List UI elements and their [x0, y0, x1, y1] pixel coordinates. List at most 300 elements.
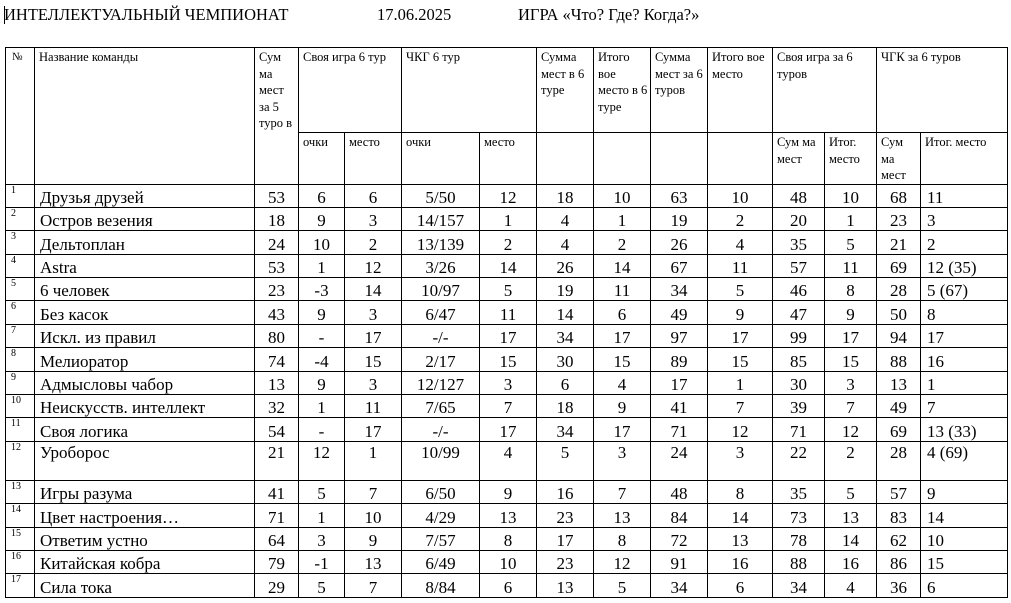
final-place-tour-6-cell: 15 — [594, 348, 651, 371]
chgk6-sum-cell: 13 — [877, 371, 921, 394]
chgk6-final-cell: 9 — [921, 480, 1008, 503]
si-points-cell: -3 — [299, 278, 345, 301]
row-number-cell: 2 — [6, 207, 35, 230]
final-place-tour-6-cell: 13 — [594, 504, 651, 527]
header-si-points: очки — [299, 133, 345, 185]
chgk6-sum-cell: 49 — [877, 395, 921, 418]
sum-places-tour-6-cell: 26 — [537, 254, 594, 277]
chgk6-final-cell: 10 — [921, 527, 1008, 550]
sum-6-tours-cell: 91 — [651, 550, 708, 573]
game-title: ИГРА «Что? Где? Когда?» — [518, 5, 700, 24]
si-place-cell: 3 — [345, 371, 402, 394]
chgk-place-cell: 7 — [480, 395, 537, 418]
chgk-place-cell: 2 — [480, 231, 537, 254]
sum-6-tours-cell: 71 — [651, 418, 708, 441]
si-points-cell: 10 — [299, 231, 345, 254]
final-place-tour-6-cell: 7 — [594, 480, 651, 503]
chgk-points-cell: 10/99 — [402, 441, 480, 480]
sum-5-tours-cell: 54 — [255, 418, 299, 441]
si6-final-cell: 9 — [825, 301, 877, 324]
chgk-points-cell: -/- — [402, 418, 480, 441]
si-place-cell: 9 — [345, 527, 402, 550]
final-place-cell: 13 — [708, 527, 773, 550]
sum-6-tours-cell: 34 — [651, 278, 708, 301]
header-si6-final: Итог. место — [825, 133, 877, 185]
final-place-cell: 1 — [708, 371, 773, 394]
final-place-cell: 10 — [708, 184, 773, 207]
si6-final-cell: 12 — [825, 418, 877, 441]
chgk-place-cell: 5 — [480, 278, 537, 301]
si6-final-cell: 8 — [825, 278, 877, 301]
final-place-cell: 12 — [708, 418, 773, 441]
final-place-cell: 8 — [708, 480, 773, 503]
si6-sum-cell: 71 — [773, 418, 825, 441]
team-name-cell: Остров везения — [35, 207, 255, 230]
final-place-tour-6-cell: 6 — [594, 301, 651, 324]
table-row — [6, 371, 1008, 394]
sum-5-tours-cell: 79 — [255, 550, 299, 573]
chgk6-sum-cell: 86 — [877, 550, 921, 573]
si6-final-cell: 1 — [825, 207, 877, 230]
si-place-cell: 13 — [345, 550, 402, 573]
si-points-cell: 1 — [299, 395, 345, 418]
si-points-cell: 9 — [299, 371, 345, 394]
page-title — [4, 5, 699, 25]
si-points-cell: -4 — [299, 348, 345, 371]
header-empty-3 — [651, 133, 708, 185]
chgk6-final-cell: 4 (69) — [921, 441, 1008, 480]
chgk-points-cell: 13/139 — [402, 231, 480, 254]
chgk-points-cell: 10/97 — [402, 278, 480, 301]
chgk-points-cell: 3/26 — [402, 254, 480, 277]
si6-sum-cell: 20 — [773, 207, 825, 230]
sum-places-tour-6-cell: 23 — [537, 504, 594, 527]
si6-sum-cell: 30 — [773, 371, 825, 394]
final-place-cell: 6 — [708, 574, 773, 597]
sum-6-tours-cell: 24 — [651, 441, 708, 480]
team-name-cell: Своя логика — [35, 418, 255, 441]
final-place-tour-6-cell: 10 — [594, 184, 651, 207]
si6-sum-cell: 88 — [773, 550, 825, 573]
row-number-cell: 1 — [6, 184, 35, 207]
si-place-cell: 12 — [345, 254, 402, 277]
final-place-tour-6-cell: 4 — [594, 371, 651, 394]
header-chgk-place: место — [480, 133, 537, 185]
final-place-cell: 5 — [708, 278, 773, 301]
team-name-cell: Ответим устно — [35, 527, 255, 550]
chgk6-sum-cell: 69 — [877, 418, 921, 441]
team-name-cell: Искл. из правил — [35, 324, 255, 347]
sum-6-tours-cell: 26 — [651, 231, 708, 254]
team-name-cell: Цвет настроения… — [35, 504, 255, 527]
sum-6-tours-cell: 17 — [651, 371, 708, 394]
header-chgk-tour-6: ЧКГ 6 тур — [402, 48, 537, 133]
row-number-cell: 15 — [6, 527, 35, 550]
table-row — [6, 231, 1008, 254]
si6-final-cell: 5 — [825, 231, 877, 254]
si6-sum-cell: 46 — [773, 278, 825, 301]
chgk6-final-cell: 6 — [921, 574, 1008, 597]
si6-final-cell: 15 — [825, 348, 877, 371]
si6-final-cell: 16 — [825, 550, 877, 573]
header-chgk6-sum: Сум ма мест — [877, 133, 921, 185]
team-name-cell: Неискусств. интеллект — [35, 395, 255, 418]
table-row — [6, 278, 1008, 301]
table-row — [6, 207, 1008, 230]
header-empty-1 — [537, 133, 594, 185]
si-points-cell: 6 — [299, 184, 345, 207]
chgk-place-cell: 4 — [480, 441, 537, 480]
si-place-cell: 15 — [345, 348, 402, 371]
sum-5-tours-cell: 53 — [255, 184, 299, 207]
chgk-points-cell: 6/49 — [402, 550, 480, 573]
header-si6-sum: Сум ма мест — [773, 133, 825, 185]
header-empty-4 — [708, 133, 773, 185]
sum-5-tours-cell: 32 — [255, 395, 299, 418]
table-row — [6, 184, 1008, 207]
team-name-cell: Игры разума — [35, 480, 255, 503]
chgk-points-cell: -/- — [402, 324, 480, 347]
row-number-cell: 17 — [6, 574, 35, 597]
header-si-tour-6: Своя игра 6 тур — [299, 48, 402, 133]
sum-5-tours-cell: 24 — [255, 231, 299, 254]
si6-sum-cell: 48 — [773, 184, 825, 207]
team-name-cell: 6 человек — [35, 278, 255, 301]
sum-6-tours-cell: 97 — [651, 324, 708, 347]
chgk6-sum-cell: 83 — [877, 504, 921, 527]
chgk6-sum-cell: 23 — [877, 207, 921, 230]
team-name-cell: Друзья друзей — [35, 184, 255, 207]
sum-5-tours-cell: 74 — [255, 348, 299, 371]
row-number-cell: 3 — [6, 231, 35, 254]
si-place-cell: 7 — [345, 574, 402, 597]
final-place-tour-6-cell: 5 — [594, 574, 651, 597]
chgk6-sum-cell: 69 — [877, 254, 921, 277]
header-empty-2 — [594, 133, 651, 185]
header-num: № — [6, 48, 35, 185]
si6-final-cell: 13 — [825, 504, 877, 527]
si-place-cell: 6 — [345, 184, 402, 207]
chgk6-final-cell: 3 — [921, 207, 1008, 230]
row-number-cell: 7 — [6, 324, 35, 347]
final-place-cell: 14 — [708, 504, 773, 527]
header-si-6-tours: Своя игра за 6 туров — [773, 48, 877, 133]
si-place-cell: 1 — [345, 441, 402, 480]
team-name-cell: Astra — [35, 254, 255, 277]
chgk-place-cell: 3 — [480, 371, 537, 394]
si-place-cell: 7 — [345, 480, 402, 503]
chgk-place-cell: 14 — [480, 254, 537, 277]
sum-6-tours-cell: 72 — [651, 527, 708, 550]
si6-final-cell: 2 — [825, 441, 877, 480]
table-row — [6, 348, 1008, 371]
si-points-cell: 9 — [299, 301, 345, 324]
chgk-place-cell: 8 — [480, 527, 537, 550]
team-name-cell: Китайская кобра — [35, 550, 255, 573]
header-final-place: Итого вое место — [708, 48, 773, 133]
sum-places-tour-6-cell: 17 — [537, 527, 594, 550]
header-sum-places-tour-6: Сумма мест в 6 туре — [537, 48, 594, 133]
chgk6-sum-cell: 36 — [877, 574, 921, 597]
header-chgk-points: очки — [402, 133, 480, 185]
sum-5-tours-cell: 13 — [255, 371, 299, 394]
table-row — [6, 574, 1008, 597]
sum-6-tours-cell: 34 — [651, 574, 708, 597]
chgk-place-cell: 17 — [480, 418, 537, 441]
final-place-tour-6-cell: 12 — [594, 550, 651, 573]
sum-6-tours-cell: 63 — [651, 184, 708, 207]
sum-5-tours-cell: 41 — [255, 480, 299, 503]
si6-sum-cell: 99 — [773, 324, 825, 347]
sum-places-tour-6-cell: 30 — [537, 348, 594, 371]
si-points-cell: 1 — [299, 504, 345, 527]
chgk-points-cell: 8/84 — [402, 574, 480, 597]
header-row-top — [6, 48, 1008, 133]
si-points-cell: 5 — [299, 574, 345, 597]
si-place-cell: 2 — [345, 231, 402, 254]
final-place-cell: 9 — [708, 301, 773, 324]
table-row — [6, 527, 1008, 550]
chgk-points-cell: 5/50 — [402, 184, 480, 207]
sum-places-tour-6-cell: 5 — [537, 441, 594, 480]
si6-sum-cell: 47 — [773, 301, 825, 324]
row-number-cell: 6 — [6, 301, 35, 324]
final-place-tour-6-cell: 2 — [594, 231, 651, 254]
final-place-cell: 17 — [708, 324, 773, 347]
chgk-points-cell: 6/47 — [402, 301, 480, 324]
final-place-cell: 2 — [708, 207, 773, 230]
chgk6-sum-cell: 88 — [877, 348, 921, 371]
chgk6-sum-cell: 57 — [877, 480, 921, 503]
sum-6-tours-cell: 67 — [651, 254, 708, 277]
chgk-points-cell: 4/29 — [402, 504, 480, 527]
sum-places-tour-6-cell: 18 — [537, 184, 594, 207]
row-number-cell: 8 — [6, 348, 35, 371]
row-number-cell: 5 — [6, 278, 35, 301]
chgk-points-cell: 14/157 — [402, 207, 480, 230]
row-number-cell: 12 — [6, 441, 35, 480]
chgk-place-cell: 11 — [480, 301, 537, 324]
si6-sum-cell: 57 — [773, 254, 825, 277]
sum-6-tours-cell: 19 — [651, 207, 708, 230]
sum-places-tour-6-cell: 34 — [537, 418, 594, 441]
final-place-tour-6-cell: 8 — [594, 527, 651, 550]
si-place-cell: 3 — [345, 301, 402, 324]
row-number-cell: 11 — [6, 418, 35, 441]
sum-places-tour-6-cell: 16 — [537, 480, 594, 503]
table-body — [6, 184, 1008, 597]
table-row — [6, 441, 1008, 480]
chgk-place-cell: 6 — [480, 574, 537, 597]
si6-final-cell: 11 — [825, 254, 877, 277]
row-number-cell: 16 — [6, 550, 35, 573]
si-points-cell: 12 — [299, 441, 345, 480]
sum-places-tour-6-cell: 14 — [537, 301, 594, 324]
final-place-tour-6-cell: 17 — [594, 324, 651, 347]
chgk6-final-cell: 15 — [921, 550, 1008, 573]
header-sum-6-tours: Сумма мест за 6 туров — [651, 48, 708, 133]
chgk6-sum-cell: 28 — [877, 441, 921, 480]
chgk6-sum-cell: 28 — [877, 278, 921, 301]
si6-final-cell: 3 — [825, 371, 877, 394]
chgk6-final-cell: 11 — [921, 184, 1008, 207]
chgk-place-cell: 15 — [480, 348, 537, 371]
championship-title: ИНТЕЛЛЕКТУАЛЬНЫЙ ЧЕМПИОНАТ — [4, 5, 289, 24]
chgk6-sum-cell: 94 — [877, 324, 921, 347]
chgk-place-cell: 12 — [480, 184, 537, 207]
table-row — [6, 480, 1008, 503]
chgk6-sum-cell: 50 — [877, 301, 921, 324]
row-number-cell: 13 — [6, 480, 35, 503]
header-team-name: Название команды — [35, 48, 255, 185]
sum-6-tours-cell: 89 — [651, 348, 708, 371]
si6-sum-cell: 73 — [773, 504, 825, 527]
chgk-place-cell: 10 — [480, 550, 537, 573]
chgk6-final-cell: 17 — [921, 324, 1008, 347]
si-place-cell: 11 — [345, 395, 402, 418]
sum-6-tours-cell: 84 — [651, 504, 708, 527]
team-name-cell: Сила тока — [35, 574, 255, 597]
sum-5-tours-cell: 29 — [255, 574, 299, 597]
results-table — [5, 47, 1008, 598]
team-name-cell: Адмысловы чабор — [35, 371, 255, 394]
chgk6-final-cell: 13 (33) — [921, 418, 1008, 441]
chgk6-sum-cell: 62 — [877, 527, 921, 550]
header-final-place-tour-6: Итого вое место в 6 туре — [594, 48, 651, 133]
final-place-tour-6-cell: 14 — [594, 254, 651, 277]
table-row — [6, 324, 1008, 347]
table-row — [6, 504, 1008, 527]
table-row — [6, 395, 1008, 418]
si6-sum-cell: 22 — [773, 441, 825, 480]
si-points-cell: 9 — [299, 207, 345, 230]
sum-5-tours-cell: 71 — [255, 504, 299, 527]
sum-places-tour-6-cell: 4 — [537, 231, 594, 254]
chgk-points-cell: 6/50 — [402, 480, 480, 503]
si6-sum-cell: 39 — [773, 395, 825, 418]
final-place-tour-6-cell: 1 — [594, 207, 651, 230]
team-name-cell: Мелиоратор — [35, 348, 255, 371]
table-row — [6, 301, 1008, 324]
row-number-cell: 14 — [6, 504, 35, 527]
si-place-cell: 14 — [345, 278, 402, 301]
sum-5-tours-cell: 53 — [255, 254, 299, 277]
si6-final-cell: 14 — [825, 527, 877, 550]
chgk6-final-cell: 5 (67) — [921, 278, 1008, 301]
chgk-place-cell: 9 — [480, 480, 537, 503]
final-place-cell: 4 — [708, 231, 773, 254]
final-place-cell: 16 — [708, 550, 773, 573]
chgk6-final-cell: 2 — [921, 231, 1008, 254]
sum-5-tours-cell: 64 — [255, 527, 299, 550]
chgk-points-cell: 7/57 — [402, 527, 480, 550]
sum-places-tour-6-cell: 19 — [537, 278, 594, 301]
si6-final-cell: 4 — [825, 574, 877, 597]
si6-final-cell: 10 — [825, 184, 877, 207]
si-points-cell: 5 — [299, 480, 345, 503]
header-sum-5-tours: Сум ма мест за 5 туро в — [255, 48, 299, 185]
si6-sum-cell: 78 — [773, 527, 825, 550]
chgk6-final-cell: 7 — [921, 395, 1008, 418]
sum-places-tour-6-cell: 18 — [537, 395, 594, 418]
si6-sum-cell: 35 — [773, 480, 825, 503]
header-si-place: место — [345, 133, 402, 185]
table-row — [6, 550, 1008, 573]
si6-sum-cell: 35 — [773, 231, 825, 254]
chgk6-final-cell: 8 — [921, 301, 1008, 324]
final-place-cell: 11 — [708, 254, 773, 277]
row-number-cell: 9 — [6, 371, 35, 394]
sum-places-tour-6-cell: 23 — [537, 550, 594, 573]
si6-sum-cell: 34 — [773, 574, 825, 597]
sum-5-tours-cell: 43 — [255, 301, 299, 324]
chgk6-final-cell: 16 — [921, 348, 1008, 371]
team-name-cell: Без касок — [35, 301, 255, 324]
table-header — [6, 48, 1008, 185]
table-row — [6, 254, 1008, 277]
sum-places-tour-6-cell: 13 — [537, 574, 594, 597]
row-number-cell: 4 — [6, 254, 35, 277]
sum-6-tours-cell: 48 — [651, 480, 708, 503]
sum-5-tours-cell: 21 — [255, 441, 299, 480]
chgk-place-cell: 1 — [480, 207, 537, 230]
team-name-cell: Дельтоплан — [35, 231, 255, 254]
si-points-cell: 1 — [299, 254, 345, 277]
chgk-points-cell: 12/127 — [402, 371, 480, 394]
si-place-cell: 3 — [345, 207, 402, 230]
chgk6-final-cell: 14 — [921, 504, 1008, 527]
chgk6-final-cell: 12 (35) — [921, 254, 1008, 277]
final-place-tour-6-cell: 3 — [594, 441, 651, 480]
sum-5-tours-cell: 23 — [255, 278, 299, 301]
sum-6-tours-cell: 41 — [651, 395, 708, 418]
si6-final-cell: 17 — [825, 324, 877, 347]
final-place-tour-6-cell: 17 — [594, 418, 651, 441]
header-chgk-6-tours: ЧГК за 6 туров — [877, 48, 1008, 133]
sum-5-tours-cell: 80 — [255, 324, 299, 347]
chgk6-sum-cell: 21 — [877, 231, 921, 254]
sum-places-tour-6-cell: 34 — [537, 324, 594, 347]
si6-final-cell: 5 — [825, 480, 877, 503]
si-place-cell: 17 — [345, 418, 402, 441]
chgk-place-cell: 17 — [480, 324, 537, 347]
si6-final-cell: 7 — [825, 395, 877, 418]
final-place-tour-6-cell: 9 — [594, 395, 651, 418]
chgk6-sum-cell: 68 — [877, 184, 921, 207]
si6-sum-cell: 85 — [773, 348, 825, 371]
si-points-cell: -1 — [299, 550, 345, 573]
final-place-cell: 3 — [708, 441, 773, 480]
si-place-cell: 10 — [345, 504, 402, 527]
final-place-cell: 7 — [708, 395, 773, 418]
si-points-cell: - — [299, 324, 345, 347]
team-name-cell: Уроборос — [35, 441, 255, 480]
chgk-points-cell: 7/65 — [402, 395, 480, 418]
final-place-cell: 15 — [708, 348, 773, 371]
sum-places-tour-6-cell: 4 — [537, 207, 594, 230]
row-number-cell: 10 — [6, 395, 35, 418]
final-place-tour-6-cell: 11 — [594, 278, 651, 301]
si-place-cell: 17 — [345, 324, 402, 347]
sum-places-tour-6-cell: 6 — [537, 371, 594, 394]
chgk-points-cell: 2/17 — [402, 348, 480, 371]
event-date: 17.06.2025 — [377, 5, 452, 24]
sum-6-tours-cell: 49 — [651, 301, 708, 324]
chgk6-final-cell: 1 — [921, 371, 1008, 394]
header-chgk6-final: Итог. место — [921, 133, 1008, 185]
table-row — [6, 418, 1008, 441]
si-points-cell: - — [299, 418, 345, 441]
